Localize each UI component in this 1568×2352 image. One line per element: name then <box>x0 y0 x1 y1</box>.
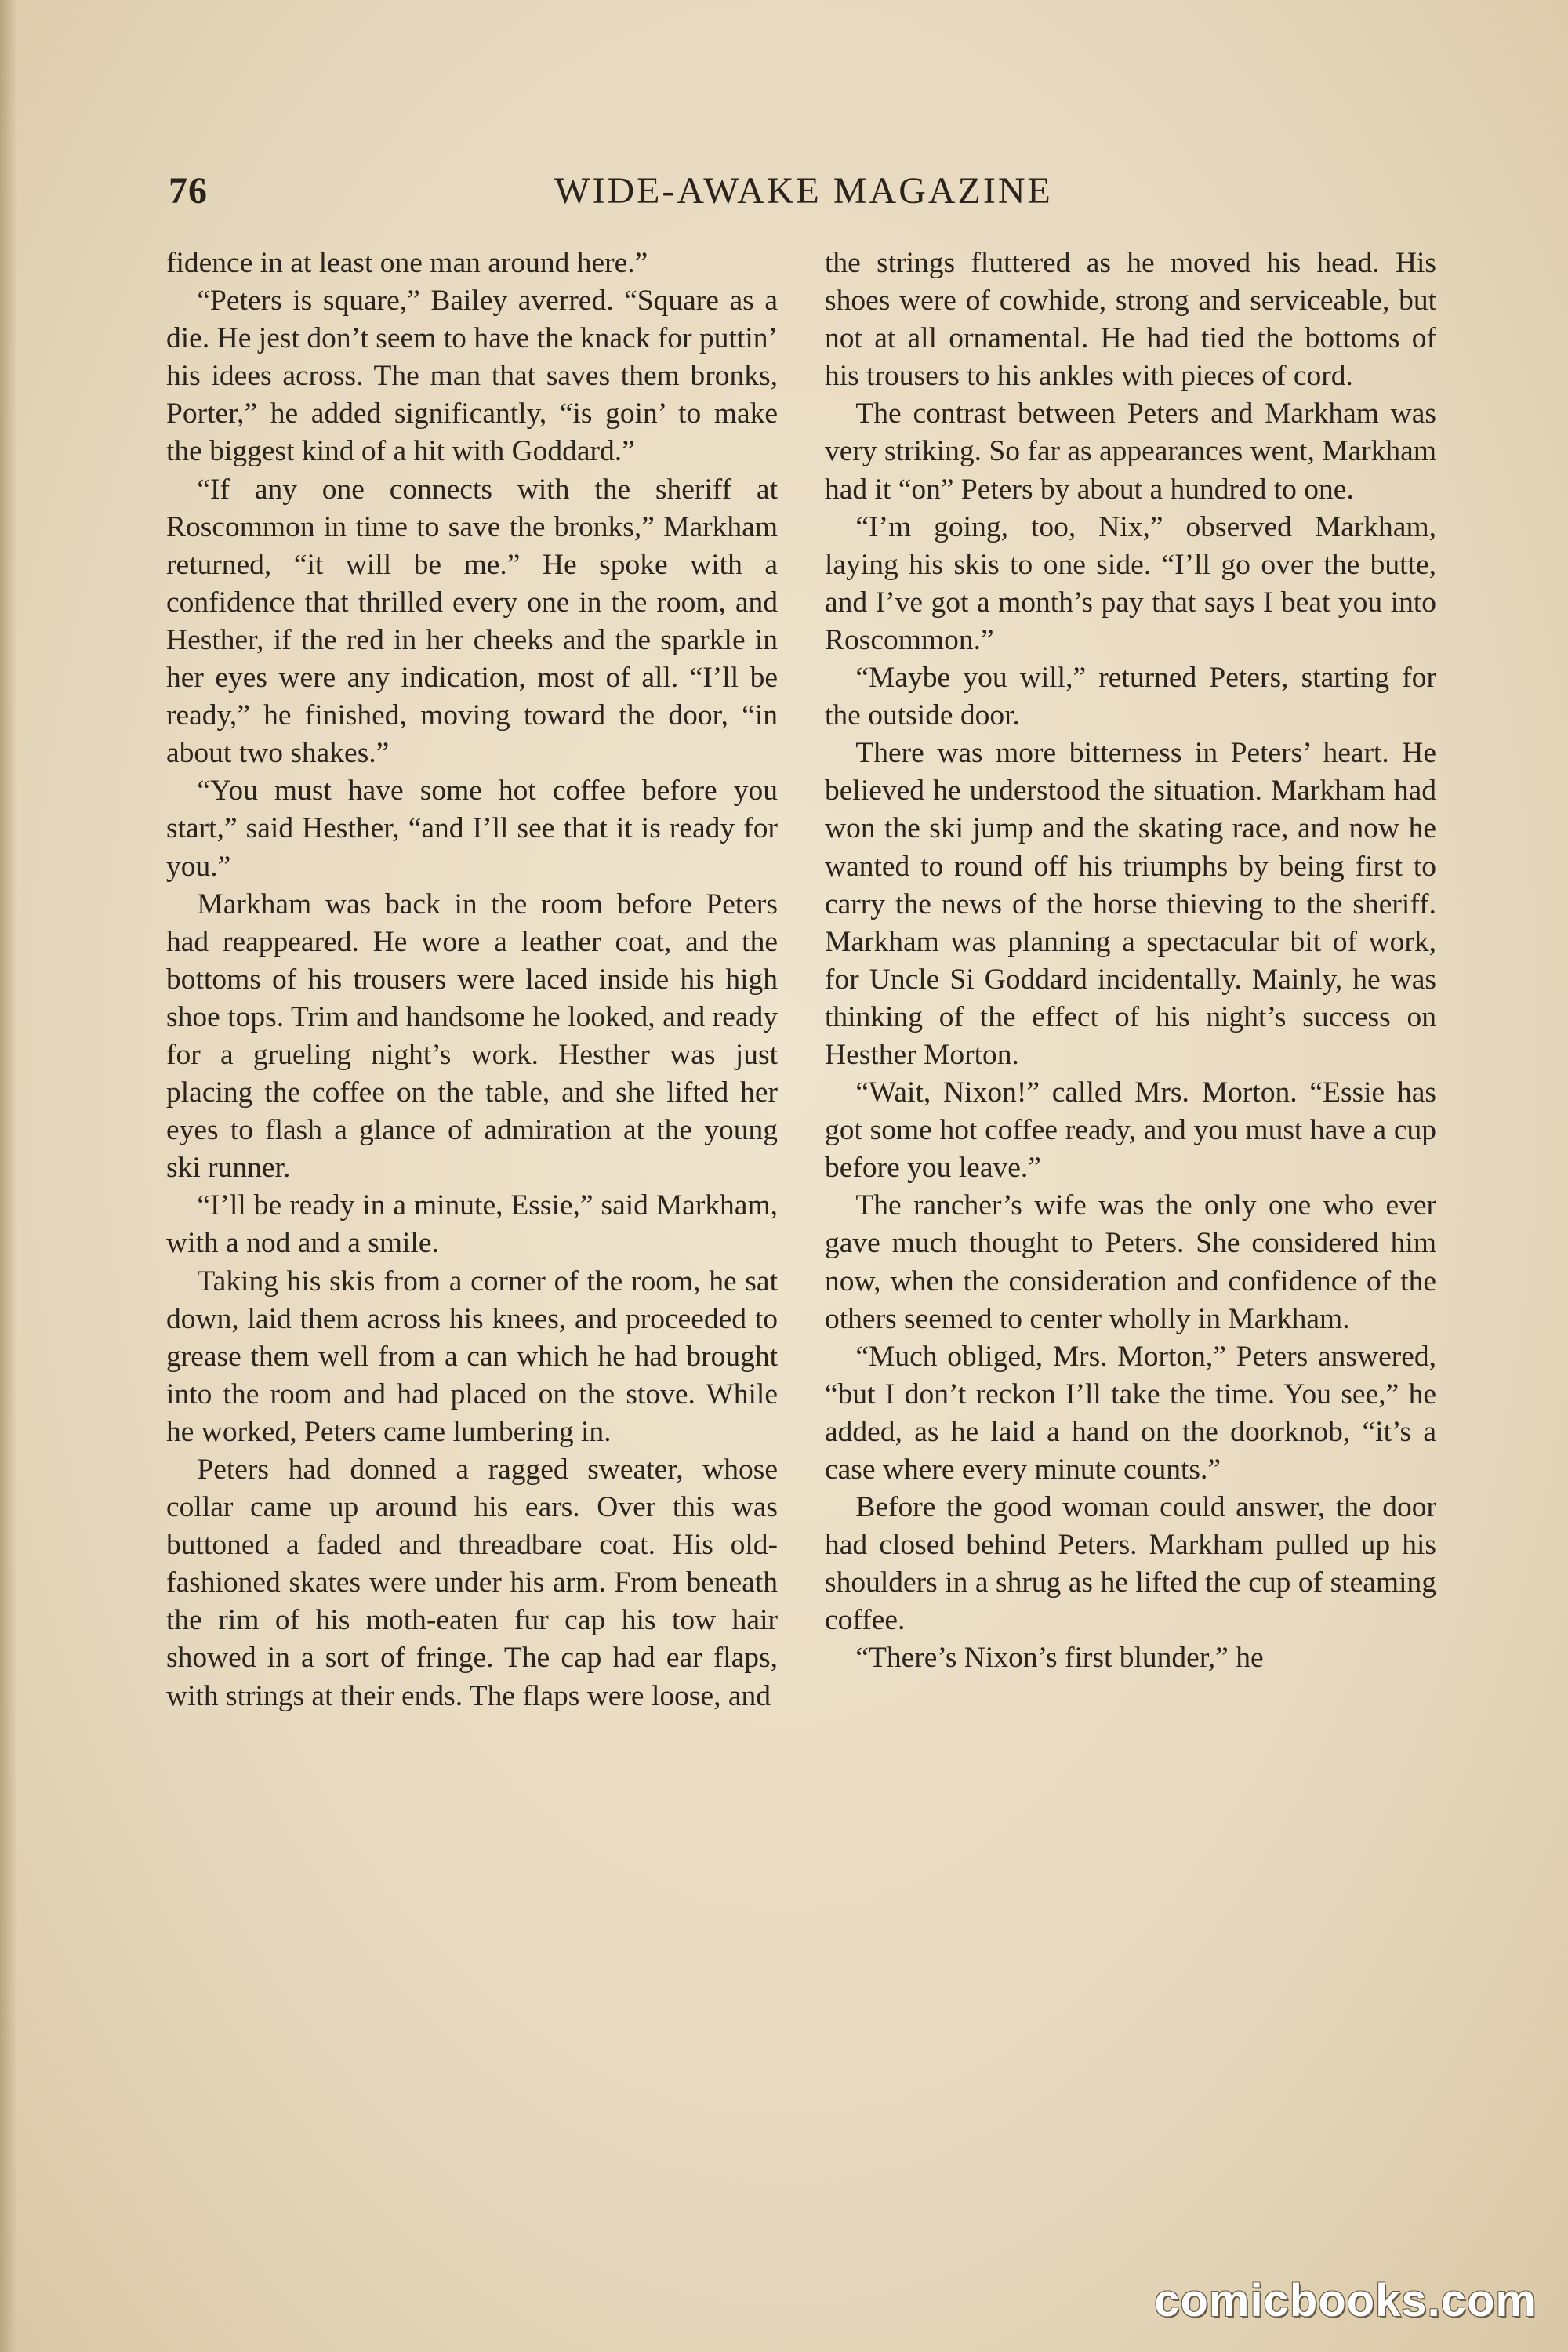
paragraph: Before the good woman could answer, the door had closed behind Peters. Markham pulled up his shoulders in a shrug as he lifted the cup of steaming coffee. <box>825 1491 1436 1637</box>
page-header <box>169 169 1439 224</box>
paragraph: “Maybe you will,” returned Peters, starting for the outside door. <box>825 662 1436 732</box>
paragraph: There was more bitterness in Peters’ heart. He believed he understood the situation. Markham had won the ski jump and the skating race, and now he wanted to round off his triumphs by being first to carry the news of the horse thieving to the sheriff. Markham was planning a spectacular bit of work, for Uncle Si Goddard incidentally. Mainly, he was thinking of the effect of his night’s success on Hesther Morton. <box>825 737 1436 1071</box>
paragraph: fidence in at least one man around here.” <box>166 247 648 279</box>
paragraph: “There’s Nixon’s first blunder,” he <box>855 1642 1264 1675</box>
watermark: comicbooks.com <box>1154 2275 1537 2326</box>
text-column-left <box>166 245 778 1715</box>
running-title: WIDE-AWAKE MAGAZINE <box>554 170 1053 212</box>
paragraph: “Peters is square,” Bailey averred. “Square as a die. He jest don’t seem to have the knack for puttin’ his idees across. The man that saves them bronks, Porter,” he added significantly, “is goin’ to make the biggest kind of a hit with Goddard.” <box>166 285 778 468</box>
text-column-right <box>825 245 1436 1678</box>
paragraph: “Much obliged, Mrs. Morton,” Peters answered, “but I don’t reckon I’ll take the time. You see,” he added, as he laid a hand on the doorknob, “it’s a case where every minute counts.” <box>825 1340 1436 1486</box>
paragraph: “If any one connects with the sheriff at Roscommon in time to save the bronks,” Markham returned, “it will be me.” He spoke with a confidence that thrilled every one in the room, and Hesther, if the red in her cheeks and the sparkle in her eyes were any indication, most of all. “I’ll be ready,” he finished, moving toward the door, “in about two shakes.” <box>166 473 778 770</box>
paragraph: “I’m going, too, Nix,” observed Markham, laying his skis to one side. “I’ll go over the butte, and I’ve got a month’s pay that says I beat you into Roscommon.” <box>825 510 1436 656</box>
paragraph: the strings fluttered as he moved his head. His shoes were of cowhide, strong and serviceable, but not at all ornamental. He had tied the bottoms of his trousers to his ankles with pieces of cord. <box>825 247 1436 393</box>
page-number: 76 <box>169 170 208 212</box>
paragraph: “You must have some hot coffee before you start,” said Hesther, “and I’ll see that it is ready for you.” <box>166 775 778 883</box>
paragraph: Taking his skis from a corner of the room, he sat down, laid them across his knees, and proceeded to grease them well from a can which he had brought into the room and had placed on the stove. While he worked, Peters came lumbering in. <box>166 1265 778 1448</box>
paragraph: “Wait, Nixon!” called Mrs. Morton. “Essie has got some hot coffee ready, and you must have a cup before you leave.” <box>825 1076 1436 1185</box>
paragraph: The rancher’s wife was the only one who ever gave much thought to Peters. She considered him now, when the consideration and confidence of the others seemed to center wholly in Markham. <box>825 1189 1436 1335</box>
page-edge-shadow <box>0 0 17 2352</box>
paragraph: “I’ll be ready in a minute, Essie,” said Markham, with a nod and a smile. <box>166 1189 778 1260</box>
paragraph: The contrast between Peters and Markham was very striking. So far as appearances went, Markham had it “on” Peters by about a hundred to one. <box>825 397 1436 506</box>
paragraph: Markham was back in the room before Peters had reappeared. He wore a leather coat, and the bottoms of his trousers were laced inside his high shoe tops. Trim and handsome he looked, and ready for a grueling night’s work. Hesther was just placing the coffee on the table, and she lifted her eyes to flash a glance of admiration at the young ski runner. <box>166 887 778 1185</box>
paragraph: Peters had donned a ragged sweater, whose collar came up around his ears. Over this was buttoned a faded and threadbare coat. His old-fashioned skates were under his arm. From beneath the rim of his moth-eaten fur cap his tow hair showed in a sort of fringe. The cap had ear flaps, with strings at their ends. The flaps were loose, and <box>166 1454 778 1712</box>
